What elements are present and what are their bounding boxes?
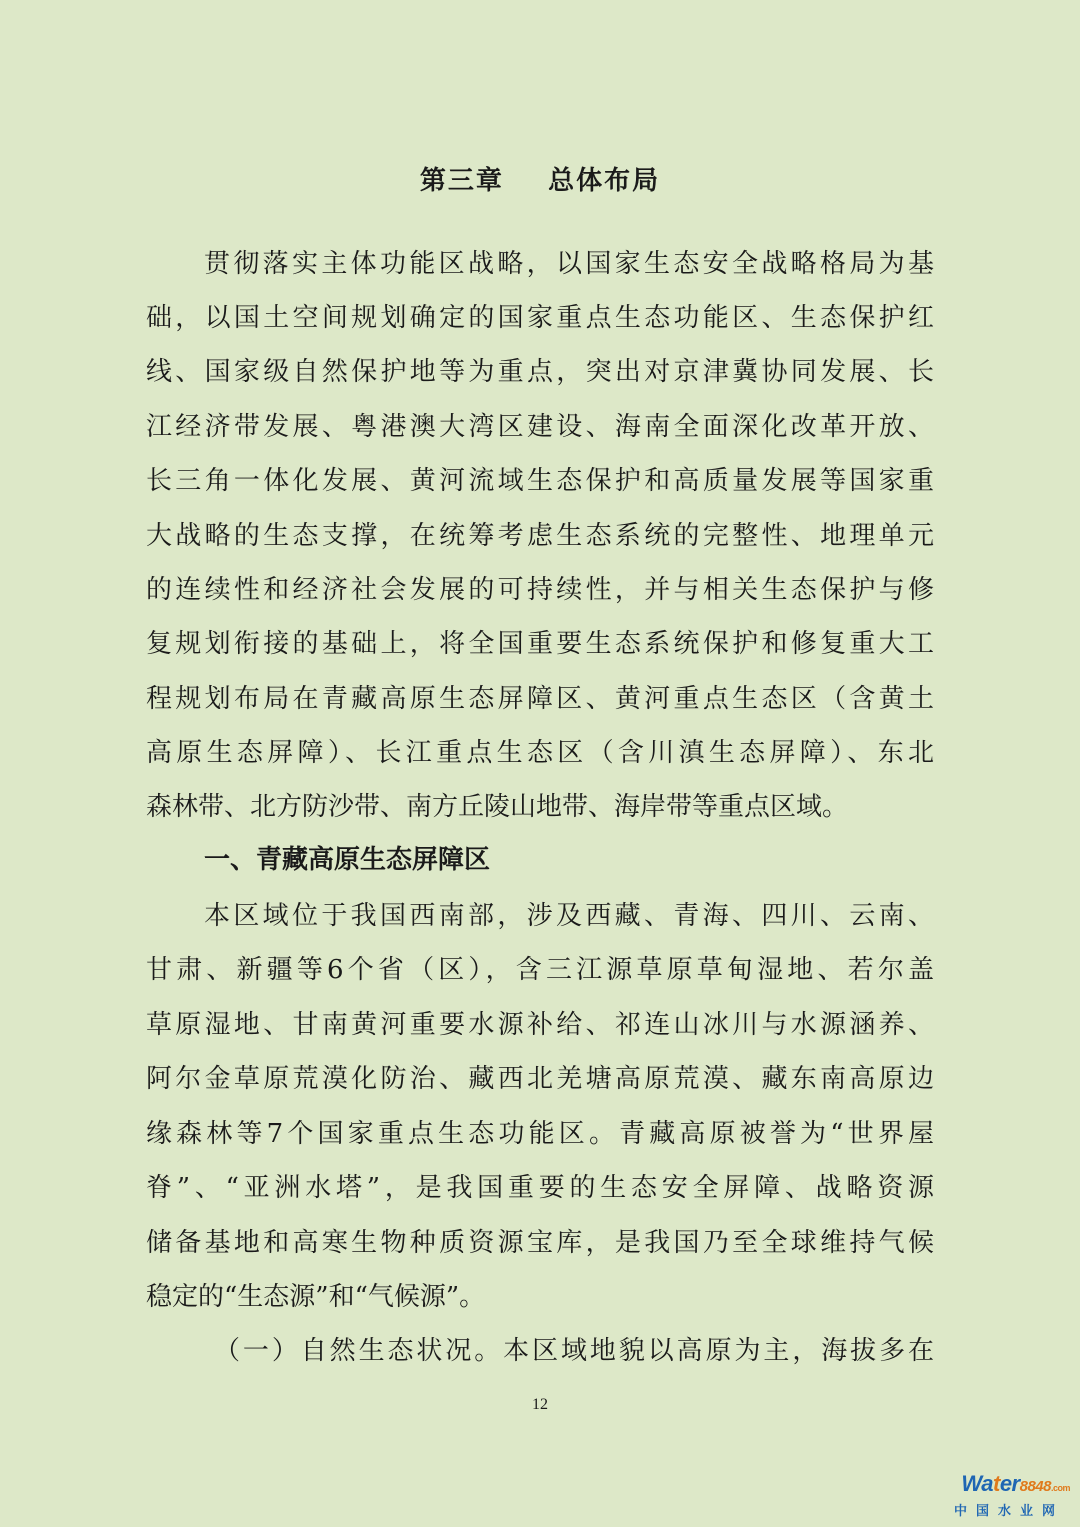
watermark-brand bbox=[961, 1471, 1070, 1497]
watermark-brand-accent: t bbox=[992, 1471, 1000, 1496]
paragraph-line: 大战略的生态支撑，在统筹考虑生态系统的完整性、地理单元 bbox=[146, 521, 934, 551]
paragraph-line: 程规划布局在青藏高原生态屏障区、黄河重点生态区（含黄土 bbox=[146, 684, 934, 714]
paragraph-line: 阿尔金草原荒漠化防治、藏西北羌塘高原荒漠、藏东南高原边 bbox=[146, 1064, 934, 1094]
paragraph-line: 缘森林等7个国家重点生态功能区。青藏高原被誉为“世界屋 bbox=[146, 1119, 934, 1149]
watermark-subtitle: 中国水业网 bbox=[953, 1504, 1064, 1519]
paragraph-line: 础，以国土空间规划确定的国家重点生态功能区、生态保护红 bbox=[146, 303, 934, 333]
paragraph-line: 复规划衔接的基础上，将全国重要生态系统保护和修复重大工 bbox=[146, 629, 934, 659]
watermark-brand-number: 8848 bbox=[1019, 1478, 1051, 1495]
page-number: 12 bbox=[532, 1396, 548, 1413]
paragraph-line: 贯彻落实主体功能区战略，以国家生态安全战略格局为基 bbox=[204, 249, 934, 279]
paragraph-line: 的连续性和经济社会发展的可持续性，并与相关生态保护与修 bbox=[146, 575, 934, 605]
paragraph-line: 脊”、“亚洲水塔”，是我国重要的生态安全屏障、战略资源 bbox=[146, 1173, 934, 1203]
paragraph-line: 森林带、北方防沙带、南方丘陵山地带、海岸带等重点区域。 bbox=[146, 792, 849, 822]
paragraph-line: 本区域位于我国西南部，涉及西藏、青海、四川、云南、 bbox=[204, 901, 934, 931]
watermark-brand-suffix: .com bbox=[1050, 1483, 1070, 1493]
paragraph-line: （一）自然生态状况。本区域地貌以高原为主，海拔多在 bbox=[214, 1336, 934, 1366]
paragraph-line: 高原生态屏障）、长江重点生态区（含川滇生态屏障）、东北 bbox=[146, 738, 934, 768]
paragraph-line: 江经济带发展、粤港澳大湾区建设、海南全面深化改革开放、 bbox=[146, 412, 934, 442]
watermark-brand-part: er bbox=[999, 1471, 1020, 1496]
watermark-logo bbox=[940, 1471, 1070, 1519]
paragraph-line: 稳定的“生态源”和“气候源”。 bbox=[146, 1282, 486, 1312]
section-heading: 一、青藏高原生态屏障区 bbox=[204, 845, 491, 875]
watermark-brand-part: Wa bbox=[961, 1471, 993, 1496]
chapter-title: 第三章 总体布局 bbox=[419, 166, 661, 196]
paragraph-line: 长三角一体化发展、黄河流域生态保护和高质量发展等国家重 bbox=[146, 466, 934, 496]
paragraph-line: 线、国家级自然保护地等为重点，突出对京津冀协同发展、长 bbox=[146, 357, 934, 387]
paragraph-line: 草原湿地、甘南黄河重要水源补给、祁连山冰川与水源涵养、 bbox=[146, 1010, 934, 1040]
paragraph-line: 储备基地和高寒生物种质资源宝库，是我国乃至全球维持气候 bbox=[146, 1228, 934, 1258]
paragraph-line: 甘肃、新疆等6个省（区），含三江源草原草甸湿地、若尔盖 bbox=[146, 955, 934, 985]
